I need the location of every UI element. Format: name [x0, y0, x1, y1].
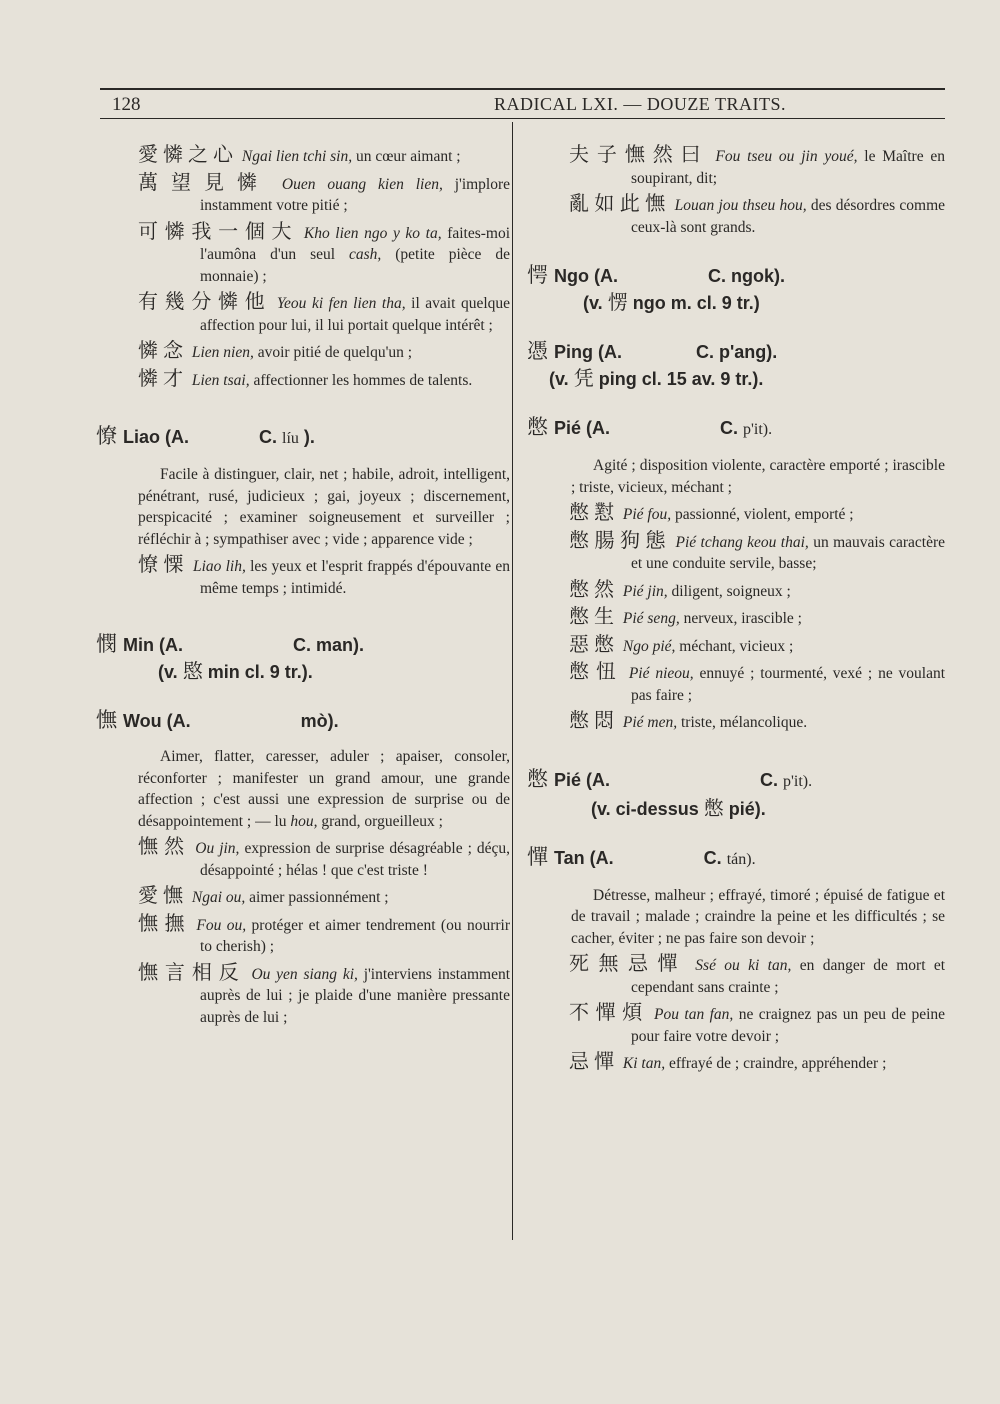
compound-gloss: des désordres comme ceux-là sont grands.: [631, 197, 945, 236]
compound-entry: [527, 576, 945, 603]
compound-gloss: passionné, violent, emporté ;: [674, 506, 854, 523]
headword: Tan (A.: [554, 847, 614, 868]
headword: Min (A.: [123, 635, 183, 655]
headword: Wou (A.: [123, 711, 191, 731]
entry-ngo: [527, 262, 945, 316]
compound-gloss: en danger de mort et cependant sans crainte ;: [631, 957, 946, 996]
compound-entry: [527, 953, 945, 998]
headword-char: 憮: [96, 708, 117, 732]
compound-romanization: Fou tseu ou jin youé,: [715, 148, 858, 165]
compound-entry: [96, 365, 510, 392]
compound-entry: [527, 1051, 945, 1075]
cantonese: C. man).: [293, 635, 365, 655]
compound-romanization: Fou ou,: [196, 916, 247, 934]
compound-chars: 不憚煩: [569, 1000, 649, 1024]
compound-romanization: Ou yen siang ki,: [251, 965, 358, 983]
right-column: [527, 140, 945, 1077]
definition: Agité ; disposition violente, caractère emporté ; irascible ; triste, vicieux, méchant ;: [571, 457, 945, 496]
compound-gloss: il avait quelque affection pour lui, il lui portait quelque intérêt ;: [200, 295, 511, 334]
definition: Aimer, flatter, caresser, aduler ; apaiser, consoler, réconforter ; manifester un grand amour, une grande affection ; c'est aussi une expression de surprise ou de désappointement ; — lu hou, grand, orgueilleux ;: [138, 748, 510, 830]
headword: Liao (A.: [123, 427, 189, 447]
compound-chars: 萬望見憐: [138, 169, 271, 194]
cantonese: C. p'it).: [760, 769, 813, 790]
headword-char: 憋: [527, 415, 548, 439]
headword-char: 憫: [96, 632, 117, 656]
cantonese: C. p'it).: [720, 418, 773, 438]
compound-entry: [96, 910, 511, 958]
compound-entry: [96, 218, 511, 288]
page-header: [100, 88, 945, 122]
compound-chars: 憋腸狗態: [569, 527, 672, 552]
cantonese: C. p'ang).: [696, 342, 778, 362]
compound-entry: [96, 144, 510, 168]
compound-gloss: protéger et aimer tendrement (ou nourrir to cherish) ;: [200, 916, 511, 955]
compound-romanization: Kho lien ngo y ko ta,: [303, 224, 442, 242]
compound-gloss: ne craignez pas un peu de peine pour faire votre devoir ;: [631, 1006, 946, 1045]
compound-chars: 憮言相反: [138, 959, 246, 984]
compound-gloss: triste, mélancolique.: [680, 714, 808, 731]
compound-chars: 憮撫: [138, 910, 192, 935]
compound-gloss: ennuyé ; tourmenté, vexé ; ne voulant pas faire ;: [631, 665, 946, 704]
header-rule-top: [100, 88, 945, 90]
entry-head: [96, 423, 510, 452]
cross-reference: (v. 愣 ngo m. cl. 9 tr.): [583, 290, 760, 314]
cantonese: C. tán).: [703, 847, 756, 868]
compound-gloss-2: (petite pièce de monnaie) ;: [200, 246, 510, 285]
compound-romanization: Pié fou,: [622, 506, 672, 523]
entry-min: [96, 631, 510, 685]
cantonese: mò).: [300, 711, 339, 731]
compound-gloss: avoir pitié de quelqu'un ;: [257, 344, 413, 361]
compound-entry: [527, 144, 945, 189]
compound-entry: [96, 836, 510, 881]
compound-gloss: le Maître en soupirant, dit;: [631, 148, 946, 187]
left-column: [96, 140, 510, 1030]
headword-char: 憋: [527, 766, 548, 791]
headword-char: 愕: [527, 263, 548, 287]
compound-chars: 憋生: [569, 604, 619, 628]
running-head: RADICAL LXI. — DOUZE TRAITS.: [494, 94, 786, 114]
lien-compounds: [96, 144, 510, 391]
entry-pie: [527, 414, 945, 734]
compound-chars: 憋忸: [569, 659, 623, 683]
compound-entry: [96, 169, 511, 217]
entry-head: [96, 707, 510, 734]
compound-chars: 愛憮: [138, 883, 188, 907]
compound-entry: [527, 527, 946, 575]
compound-romanization: Ngo pié,: [622, 637, 676, 655]
cross-reference: (v. 愍 min cl. 9 tr.).: [158, 659, 313, 683]
compound-gloss: effrayé de ; craindre, appréhender ;: [668, 1055, 887, 1072]
compound-romanization: Pié men,: [622, 714, 678, 731]
entry-head: [527, 766, 945, 795]
compound-gloss: j'implore instamment votre pitié ;: [200, 175, 511, 214]
headword: Pié (A.: [554, 769, 611, 790]
compound-entry: [527, 661, 945, 706]
compound-romanization: Yeou ki fen lien tha,: [276, 295, 406, 312]
cantonese: C. líu ).: [259, 427, 315, 447]
compound-chars: 忌憚: [569, 1049, 619, 1073]
compound-chars: 憋然: [569, 576, 619, 601]
compound-romanization: Ouen ouang kien lien,: [281, 175, 443, 193]
entry-head: [527, 262, 945, 289]
compound-romanization: Ngai lien tchi sin,: [241, 148, 353, 165]
compound-romanization: Louan jou thseu hou,: [674, 197, 807, 214]
definition: Détresse, malheur ; effrayé, timoré ; épuisé de fatigue et de travail ; malade ; craindre la peine et les difficultés ; se cacher, éviter ; ne pas faire son devoir ;: [571, 886, 945, 947]
entry-wou: [96, 707, 510, 1028]
entry-head: [527, 338, 945, 365]
entry-pie-2: [527, 766, 945, 822]
compound-chars: 憐念: [138, 338, 188, 362]
compound-gloss: expression de surprise désagréable ; déçu, désappointé ; hélas ! que c'est triste !: [200, 840, 511, 879]
compound-entry: [527, 1002, 945, 1047]
compound-romanization: Ngai ou,: [191, 889, 246, 906]
compound-entry: [527, 710, 945, 734]
compound-romanization: Pié tchang keou thai,: [675, 533, 809, 551]
cross-reference: (v. 凭 ping cl. 15 av. 9 tr.).: [549, 366, 764, 390]
compound-entry: [96, 959, 511, 1029]
compound-gloss: faites-moi l'aumôna d'un seul: [200, 224, 511, 263]
compound-gloss: aimer passionnément ;: [249, 889, 389, 906]
compound-chars: 死無忌憚: [569, 951, 687, 975]
definition: Facile à distinguer, clair, net ; habile, adroit, intelligent, pénétrant, rusé, judicieux ; gai, joyeux ; discernement, perspicacité ; examiner soigneusement et surveiller ; réfléchir à ; sympathiser avec ; vide ; apparence vide ;: [138, 466, 510, 548]
compound-chars: 憐才: [138, 365, 188, 390]
wou-compounds-continued: [527, 144, 945, 238]
compound-gloss: nerveux, irascible ;: [683, 610, 802, 627]
compound-entry: [96, 885, 510, 909]
entry-tan: [527, 844, 945, 1075]
entry-head: [527, 844, 945, 873]
headword-char: 憑: [527, 339, 548, 363]
headword: Ngo (A.: [554, 266, 618, 286]
compound-chars: 愛憐之心: [138, 142, 238, 166]
compound-romanization: Pié seng,: [622, 610, 680, 627]
headword: Pié (A.: [554, 418, 611, 438]
compound-chars: 憮然: [138, 834, 191, 858]
compound-romanization-2: cash,: [348, 246, 382, 263]
headword: Ping (A.: [554, 342, 622, 362]
compound-gloss: diligent, soigneux ;: [671, 582, 791, 600]
compound-gloss: méchant, vicieux ;: [679, 637, 794, 655]
cantonese: C. ngok).: [707, 266, 785, 286]
headword-char: 憚: [527, 844, 548, 869]
compound-romanization: Pou tan fan,: [654, 1006, 734, 1023]
compound-romanization: Lien nien,: [191, 344, 254, 361]
compound-gloss: j'interviens instamment auprès de lui ; je plaide d'une manière pressante auprès de lui ;: [200, 965, 511, 1026]
compound-chars: 夫子憮然曰: [569, 142, 709, 166]
entry-liao: [96, 423, 510, 599]
pie-compounds: [527, 502, 945, 734]
compound-entry: [527, 606, 945, 630]
compound-chars: 亂如此憮: [569, 191, 671, 215]
compound-gloss: un mauvais caractère et une conduite servile, basse;: [631, 533, 946, 572]
compound-chars: 惡憋: [569, 631, 619, 656]
compound: 憭慄 Liao lih, les yeux et l'esprit frappés d'épouvante en même temps ; intimidé.: [138, 552, 511, 597]
tan-compounds: [527, 953, 945, 1075]
compound-chars: 有幾分憐他: [138, 289, 272, 313]
entry-head: [527, 414, 945, 443]
compound-romanization: Pié nieou,: [628, 665, 694, 682]
compound-entry: [96, 291, 510, 336]
header-rule-bottom: [100, 118, 945, 119]
compound-romanization: Ou jin,: [195, 840, 240, 857]
compound-romanization: Lien tsai,: [191, 371, 250, 389]
compound-chars: 憋懟: [569, 500, 619, 524]
column-divider: [512, 122, 513, 1240]
page-number: 128: [112, 94, 141, 115]
compound-romanization: Pié jin,: [622, 582, 668, 600]
compound-romanization: Ki tan,: [622, 1055, 666, 1072]
entry-ping: [527, 338, 945, 392]
entry-head: [96, 631, 510, 658]
compound-chars: 可憐我一個大: [138, 218, 299, 243]
compound-gloss: un cœur aimant ;: [355, 148, 461, 165]
compound-entry: [527, 631, 945, 658]
compound-romanization: Ssé ou ki tan,: [695, 957, 792, 974]
cross-reference: (v. ci-dessus 憋 pié).: [591, 795, 766, 820]
wou-compounds: [96, 836, 510, 1028]
compound-entry: [96, 340, 510, 364]
compound-chars: 憋悶: [569, 708, 619, 732]
compound-gloss: affectionner les hommes de talents.: [253, 371, 473, 389]
headword-char: 憭: [96, 424, 117, 448]
compound-entry: [527, 502, 945, 526]
compound-entry: [527, 193, 945, 238]
